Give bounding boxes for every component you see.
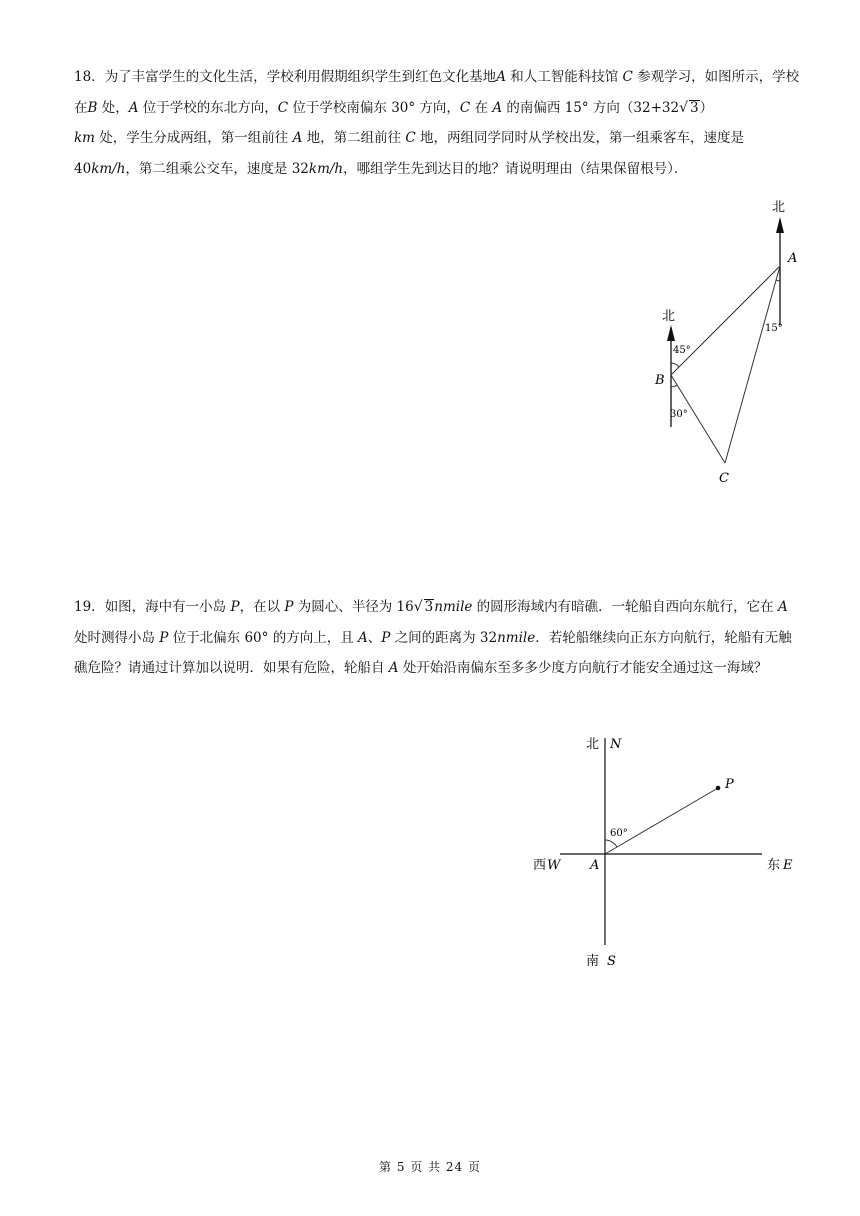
direction-north-label: 北 — [586, 737, 600, 752]
segment-ba — [671, 266, 780, 375]
point-label-c: C — [719, 471, 729, 486]
sqrt-radicand: 3 — [690, 99, 699, 116]
point-label-p: P — [725, 777, 734, 792]
problem-number: 18． — [74, 69, 105, 85]
direction-west-label: 西 — [533, 858, 547, 873]
problem-number: 19． — [74, 599, 105, 615]
problem-19 — [74, 592, 804, 684]
segment-ac — [725, 266, 780, 463]
direction-s-label: S — [607, 954, 616, 969]
north-arrow-b-icon — [667, 325, 675, 341]
north-label-a: 北 — [772, 200, 786, 215]
problem-18-figure — [640, 195, 810, 495]
point-label-b: B — [655, 373, 665, 388]
problem-18 — [74, 62, 804, 184]
angle-label-15: 15° — [765, 323, 783, 334]
north-label-b: 北 — [662, 309, 676, 324]
direction-east-label: 东 — [767, 858, 781, 873]
angle-label-60: 60° — [610, 828, 628, 839]
direction-w-label: W — [547, 858, 561, 873]
problem-19-text: 19．如图，海中有一小岛 P，在以 P 为圆心、半径为 16√ 3nmile 的圆形海域内有暗礁．一轮船自西向东航行，它在 A 处时测得小岛 P 位于北偏东 60° 的方向上，且 A、P 之间的距离为 32nmile．若轮船继续向正东方向航行，轮船有无触礁危险？请通过计算加以说明．如果有危险，轮船自 A 处开始沿南偏东至多多少度方向航行才能安全通过这一海域？ — [74, 599, 792, 676]
north-arrow-a-icon — [776, 217, 784, 233]
angle-label-45: 45° — [673, 345, 691, 356]
point-label-a: A — [788, 251, 798, 266]
angle-label-30: 30° — [670, 409, 688, 420]
sqrt-radicand: 3 — [424, 599, 434, 615]
page-footer: 第 5 页 共 24 页 — [379, 1160, 481, 1174]
problem-18-text: 18．为了丰富学生的文化生活，学校利用假期组织学生到红色文化基地A 和人工智能科技馆 C 参观学习，如图所示，学校在B 处，A 位于学校的东北方向，C 位于学校南偏东 30° 方向，C 在 A 的南偏西 15° 方向（32+32√ 3） km 处，学生分成两组，第一组前往 A 地，第二组前往 C 地，两组同学同时从学校出发，第一组乘客车，速度是 40km/h，第二组乘公交车，速度是 32km/h，哪组学生先到达目的地？请说明理由（结果保留根号）． — [74, 69, 800, 177]
angle-arc-30 — [671, 385, 677, 387]
direction-e-label: E — [783, 858, 793, 873]
point-label-a: A — [590, 858, 600, 873]
segment-ap — [605, 788, 718, 854]
angle-arc-60 — [605, 840, 617, 847]
direction-n-label: N — [610, 737, 622, 752]
island-p-point — [716, 786, 721, 791]
angle-arc-45 — [671, 363, 679, 367]
direction-south-label: 南 — [586, 954, 600, 969]
problem-19-figure — [530, 730, 800, 975]
